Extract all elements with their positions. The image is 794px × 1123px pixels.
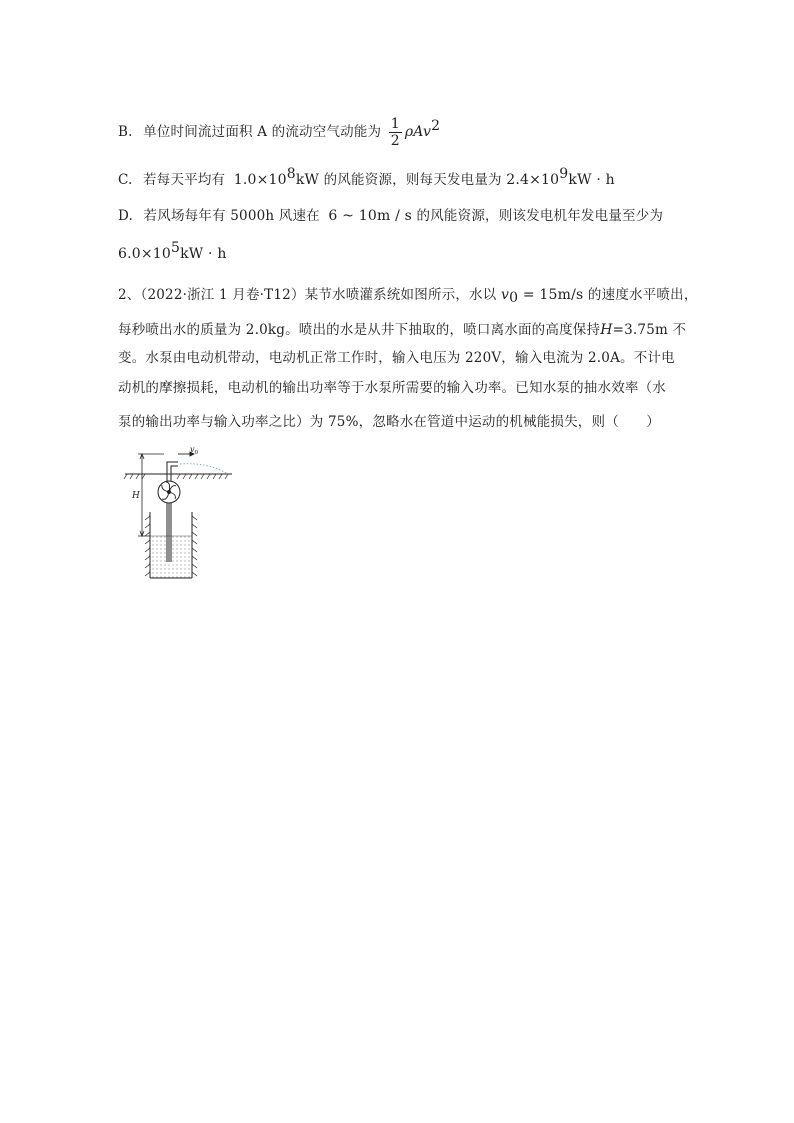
- option-c-value2-exponent: 9: [559, 166, 569, 182]
- option-c-text1: 若每天平均有: [143, 172, 226, 188]
- fraction-numerator: 1: [390, 116, 400, 132]
- option-c-label: C.: [118, 172, 133, 188]
- option-d-value-exponent: 5: [171, 240, 181, 256]
- question-2-line-4: [118, 378, 666, 398]
- option-d-text1: 若风场每年有 5000h 风速在: [143, 208, 320, 224]
- fraction-denominator: 2: [390, 133, 400, 149]
- question-number: 2、: [118, 287, 141, 303]
- option-b-text: 单位时间流过面积 A 的流动空气动能为: [143, 124, 382, 140]
- option-d-value: 6.0×10: [118, 246, 172, 262]
- question-text: 每秒喷出水的质量为 2.0kg。喷出的水是从井下抽取的，喷口离水面的高度保持: [118, 322, 601, 338]
- option-b-expression: ρAv: [404, 124, 432, 140]
- option-c-unit2: kW · h: [568, 172, 615, 188]
- question-text: 泵的输出功率与输入功率之比）为 75%，忽略水在管道中运动的机械能损失，则（ ）: [118, 414, 660, 430]
- velocity-subscript: 0: [509, 290, 519, 306]
- velocity-symbol: v: [500, 287, 510, 303]
- question-text: 某节水喷灌系统如图所示，水以: [304, 287, 497, 303]
- option-c-value2: 2.4×10: [506, 172, 560, 188]
- question-text: 动机的摩擦损耗，电动机的输出功率等于水泵所需要的输入功率。已知水泵的抽水效率（水: [118, 380, 666, 396]
- question-text: 的速度水平喷出，: [587, 287, 698, 303]
- velocity-label: $v_0$: [190, 445, 199, 456]
- question-text: 变。水泵由电动机带动，电动机正常工作时，输入电压为 220V，输入电流为 2.0A。不计电: [118, 350, 675, 366]
- option-c-value1-exponent: 8: [286, 166, 296, 182]
- question-2-line-1: [118, 285, 698, 305]
- option-b: [118, 116, 440, 149]
- option-b-exponent: 2: [431, 118, 441, 134]
- question-2-line-3: [118, 348, 675, 368]
- option-c-value1: 1.0×10: [233, 172, 287, 188]
- option-b-fraction: [389, 116, 402, 149]
- option-d-label: D.: [118, 208, 134, 224]
- option-c: [118, 166, 615, 190]
- option-d-range: 6 ~ 10m / s: [328, 208, 413, 224]
- question-text: =3.75m 不: [612, 322, 687, 338]
- option-d-unit: kW · h: [180, 246, 227, 262]
- height-label: H: [132, 491, 140, 501]
- option-d-continuation: [118, 240, 227, 264]
- option-d-text2: 的风能资源，则该发电机年发电量至少为: [416, 208, 664, 224]
- question-2-line-5: [118, 412, 660, 432]
- velocity-value: = 15m/s: [518, 287, 584, 303]
- option-d: [118, 206, 663, 226]
- ground-surface: [124, 474, 232, 479]
- option-c-unit1: kW: [295, 172, 320, 188]
- water-trajectory: [180, 464, 228, 474]
- question-2-line-2: [118, 320, 686, 340]
- pump-well-diagram: [120, 444, 240, 584]
- option-c-text2: 的风能资源，则每天发电量为: [323, 172, 502, 188]
- question-source: （2022·浙江 1 月卷·T12）: [140, 287, 305, 303]
- option-b-label: B.: [118, 124, 133, 140]
- height-symbol: H: [600, 322, 613, 338]
